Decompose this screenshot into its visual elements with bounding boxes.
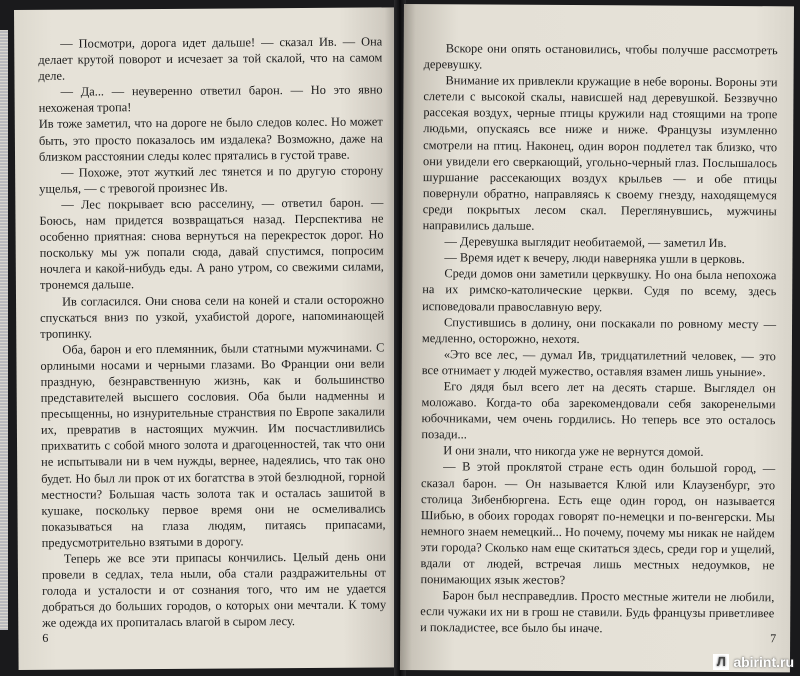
- paragraph: — Время идет к вечеру, люди наверняка ушли в церковь.: [444, 250, 745, 267]
- right-page: [400, 4, 794, 672]
- paragraph: Оба, барон и его племянник, были статными мужчинами. С орлиными носами и черными глазами. Во Франции они вели праздную, безнравственную жизнь, как и большинство представителей высшего сословия. Оба были надменны и пресыщенны, но изнурительные странствия по Европе закалили их, превратив в настоящих мужчин. Им посчастливились прихватить с собой много золота и драгоценностей, так что они не испытывали ни в чем нужды, вернее, надеялись, что так оно будет. Но был ли прок от их богатства в этой безлюдной, горной местности? Большая часть золота так и осталась зашитой в кушаке, поскольку первое время они не осмеливались показываться на глаза людям, питаясь припасами, предусмотрительно взятыми в дорогу.: [40, 340, 386, 550]
- paragraph: — В этой проклятой стране есть один большой город, — сказал барон. — Он называется Клюй или Клаузенбург, это столица Зибенбюргена. Есть еще один город, он называется Шибью, в обоих городах говорят по-немецки и по-венгерски. Мы немного знаем немецкий... Но почему, почему мы никак не найдем эти города? Сколько нам еще скитаться здесь, среди гор и ущелий, вдали от людей, встречая лишь местных недоумков, не понимающих язык жестов?: [420, 459, 776, 588]
- paragraph: «Это все лес, — думал Ив, тридцатилетний человек, — это все отнимает у людей мужество, оставляя взамен лишь уныние».: [421, 347, 776, 380]
- paragraph: — Посмотри, дорога идет дальше! — сказал Ив. — Она делает крутой поворот и исчезает за той скалой, что на самом деле.: [38, 34, 383, 84]
- paragraph: Теперь же все эти припасы кончились. Целый день они провели в седлах, тела ныли, оба стали раздражительны от голода и усталости и от сознания того, что им не удается добраться до больших городов, о которых они мечтали. К тому же одежда их пропиталась влагой в сыром лесу.: [41, 549, 387, 631]
- paragraph: Барон был несправедлив. Просто местные жители не любили, если чужаки их ни в грош не ставили. Будь французы приветливее и покладистее, все было бы иначе.: [420, 588, 775, 636]
- paragraph: Вскоре они опять остановились, чтобы получше рассмотреть деревушку.: [423, 41, 778, 72]
- paragraph: Ив согласился. Они снова сели на коней и стали осторожно спускаться вниз по узкой, ухабистой дороге, напоминающей тропинку.: [40, 291, 385, 341]
- paragraph: — Да... — неуверенно ответил барон. — Но это явно нехоженая тропа!: [38, 82, 383, 116]
- paragraph: Его дядя был всего лет на десять старше. Выглядел он моложаво. Когда-то оба зарекомендовали себя закоренелыми юбочниками, чем очень гордились. Но теперь все это осталось позади...: [421, 379, 776, 442]
- paragraph: — Деревушка выглядит необитаемой, — заметил Ив.: [444, 234, 727, 251]
- right-page-text: [420, 40, 778, 638]
- paragraph: Внимание их привлекли кружащие в небе вороны. Вороны эти слетели с высокой скалы, нависшей над деревушкой. Беззвучно рассекая воздух, черные птицы кружили над стоящими на тропе людьми, опускаясь все ниже и ниже. Французы изумленно смотрели на птиц. Наконец, один ворон подлетел так близко, что они увидели его сверкающий, угольно-черный глаз. Послышалось шуршание рассекающих воздух крыльев — и обе птицы повернули обратно, направляясь к своему гнезду, находящемуся среди покрытых лесом скал. Переглянувшись, мужчины направились дальше.: [422, 73, 778, 233]
- paragraph: — Похоже, этот жуткий лес тянется и по другую сторону ущелья, — с тревогой произнес Ив.: [39, 163, 384, 196]
- watermark-text: abirint.ru: [733, 654, 794, 670]
- page-number-right: 7: [770, 631, 777, 646]
- left-page: [14, 7, 401, 670]
- paragraph: Среди домов они заметили церквушку. Но она была непохожа на их римско-католические церкви. Судя по всему, здесь исповедовали православную веру.: [422, 266, 777, 314]
- paragraph: И они знали, что никогда уже не вернутся домой.: [443, 443, 704, 460]
- left-page-text: [38, 33, 386, 631]
- page-number-left: 6: [42, 630, 49, 645]
- page-edges: [0, 30, 8, 630]
- paragraph: Ив тоже заметил, что на дороге не было следов колес. Но может быть, это просто показалось им издалека? Возможно, даже на близком расстоянии следы колес прятались в густой траве.: [38, 114, 383, 164]
- paragraph: Спустившись в долину, они поскакали по ровному месту — медленно, осторожно, нехотя.: [421, 314, 777, 346]
- watermark-logo-icon: Л: [713, 654, 729, 670]
- labirint-watermark: [713, 654, 794, 670]
- paragraph: — Лес покрывает всю расселину, — ответил барон. — Боюсь, нам придется возвращаться назад. Перспектива не особенно приятная: снова вернуться на перекресток дорог. Но поскольку мы уж попали сюда, давай спустимся, попросим ночлега и какой-нибудь еды. А рано утром, со свежими силами, тронемся дальше.: [39, 195, 384, 293]
